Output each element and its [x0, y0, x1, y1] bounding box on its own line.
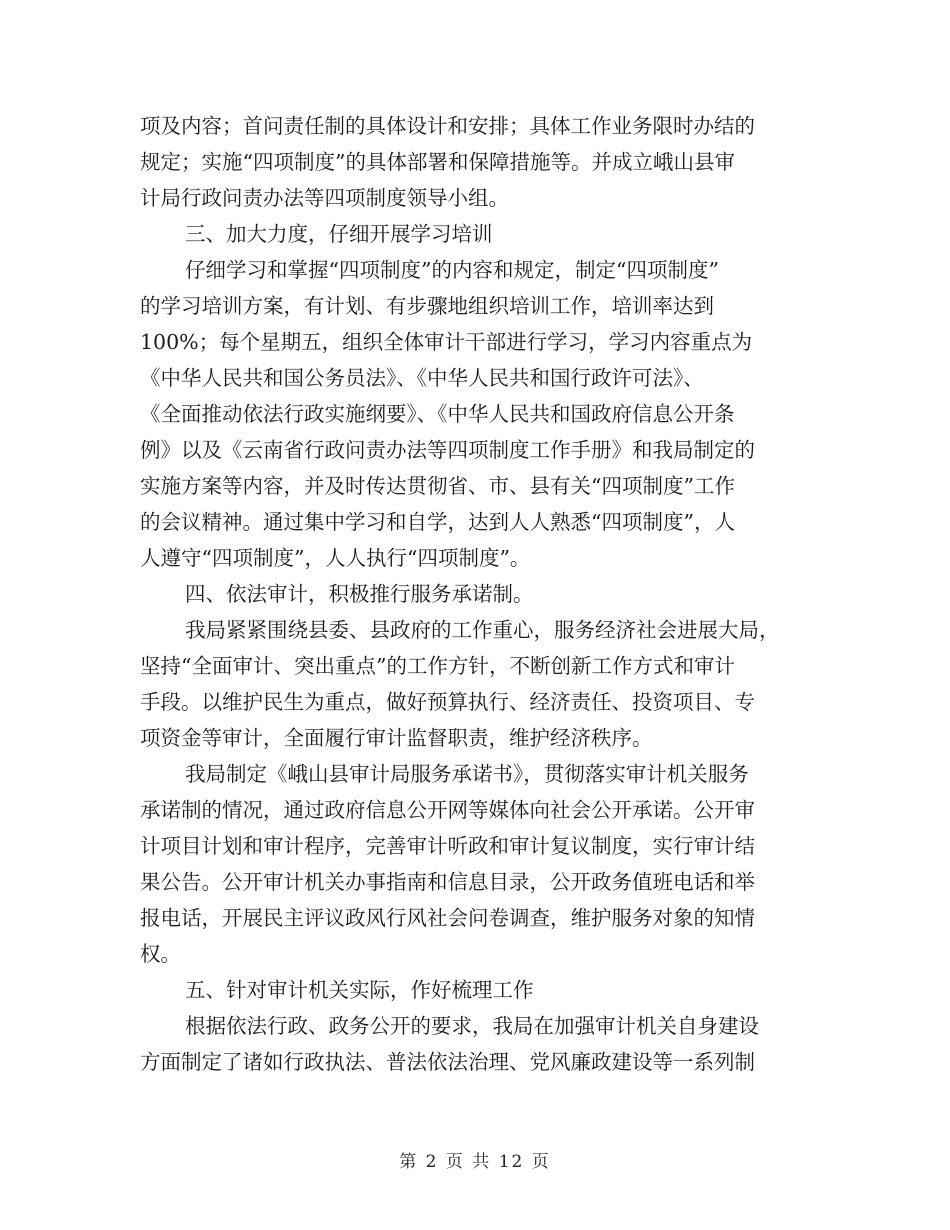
text-line: 仔细学习和掌握“四项制度”的内容和规定，制定“四项制度” [185, 258, 719, 282]
text-line: 承诺制的情况，通过政府信息公开网等媒体向社会公开承诺。公开审 [140, 798, 755, 822]
text-line: 权。 [140, 942, 181, 966]
section-heading: 五、针对审计机关实际，作好梳理工作 [185, 978, 534, 1002]
text-line: 手段。以维护民生为重点，做好预算执行、经济责任、投资项目、专 [140, 690, 755, 714]
text-line: 我局紧紧围绕县委、县政府的工作重心，服务经济社会进展大局， [185, 618, 780, 642]
text-line: 规定；实施“四项制度”的具体部署和保障措施等。并成立峨山县审 [140, 150, 735, 174]
text-line: 《中华人民共和国公务员法》、《中华人民共和国行政许可法》、 [140, 366, 704, 390]
section-heading: 三、加大力度，仔细开展学习培训 [185, 222, 493, 246]
text-line: 我局制定《峨山县审计局服务承诺书》，贯彻落实审计机关服务 [185, 762, 749, 786]
text-line: 计项目计划和审计程序，完善审计听政和审计复议制度，实行审计结 [140, 834, 755, 858]
text-line: 项资金等审计，全面履行审计监督职责，维护经济秩序。 [140, 726, 653, 750]
text-line: 的会议精神。通过集中学习和自学，达到人人熟悉“四项制度”，人 [140, 510, 735, 534]
text-line: 报电话，开展民主评议政风行风社会问卷调查，维护服务对象的知情 [140, 906, 755, 930]
text-line: 项及内容；首问责任制的具体设计和安排；具体工作业务限时办结的 [140, 114, 755, 138]
text-line: 100%；每个星期五，组织全体审计干部进行学习，学习内容重点为 [140, 330, 753, 354]
text-line: 例》以及《云南省行政问责办法等四项制度工作手册》和我局制定的 [140, 438, 755, 462]
text-line: 《全面推动依法行政实施纲要》、《中华人民共和国政府信息公开条 [140, 402, 735, 426]
text-line: 实施方案等内容，并及时传达贯彻省、市、县有关“四项制度”工作 [140, 474, 735, 498]
text-line: 方面制定了诸如行政执法、普法依法治理、党风廉政建设等一系列制 [140, 1050, 755, 1074]
page-number-footer: 第 2 页 共 12 页 [399, 1152, 551, 1172]
text-line: 坚持“全面审计、突出重点”的工作方针，不断创新工作方式和审计 [140, 654, 735, 678]
text-line: 计局行政问责办法等四项制度领导小组。 [140, 186, 509, 210]
text-line: 人遵守“四项制度”，人人执行“四项制度”。 [140, 546, 531, 570]
section-heading: 四、依法审计，积极推行服务承诺制。 [185, 582, 534, 606]
text-line: 果公告。公开审计机关办事指南和信息目录，公开政务值班电话和举 [140, 870, 755, 894]
text-line: 根据依法行政、政务公开的要求，我局在加强审计机关自身建设 [185, 1014, 759, 1038]
text-line: 的学习培训方案，有计划、有步骤地组织培训工作，培训率达到 [140, 294, 714, 318]
